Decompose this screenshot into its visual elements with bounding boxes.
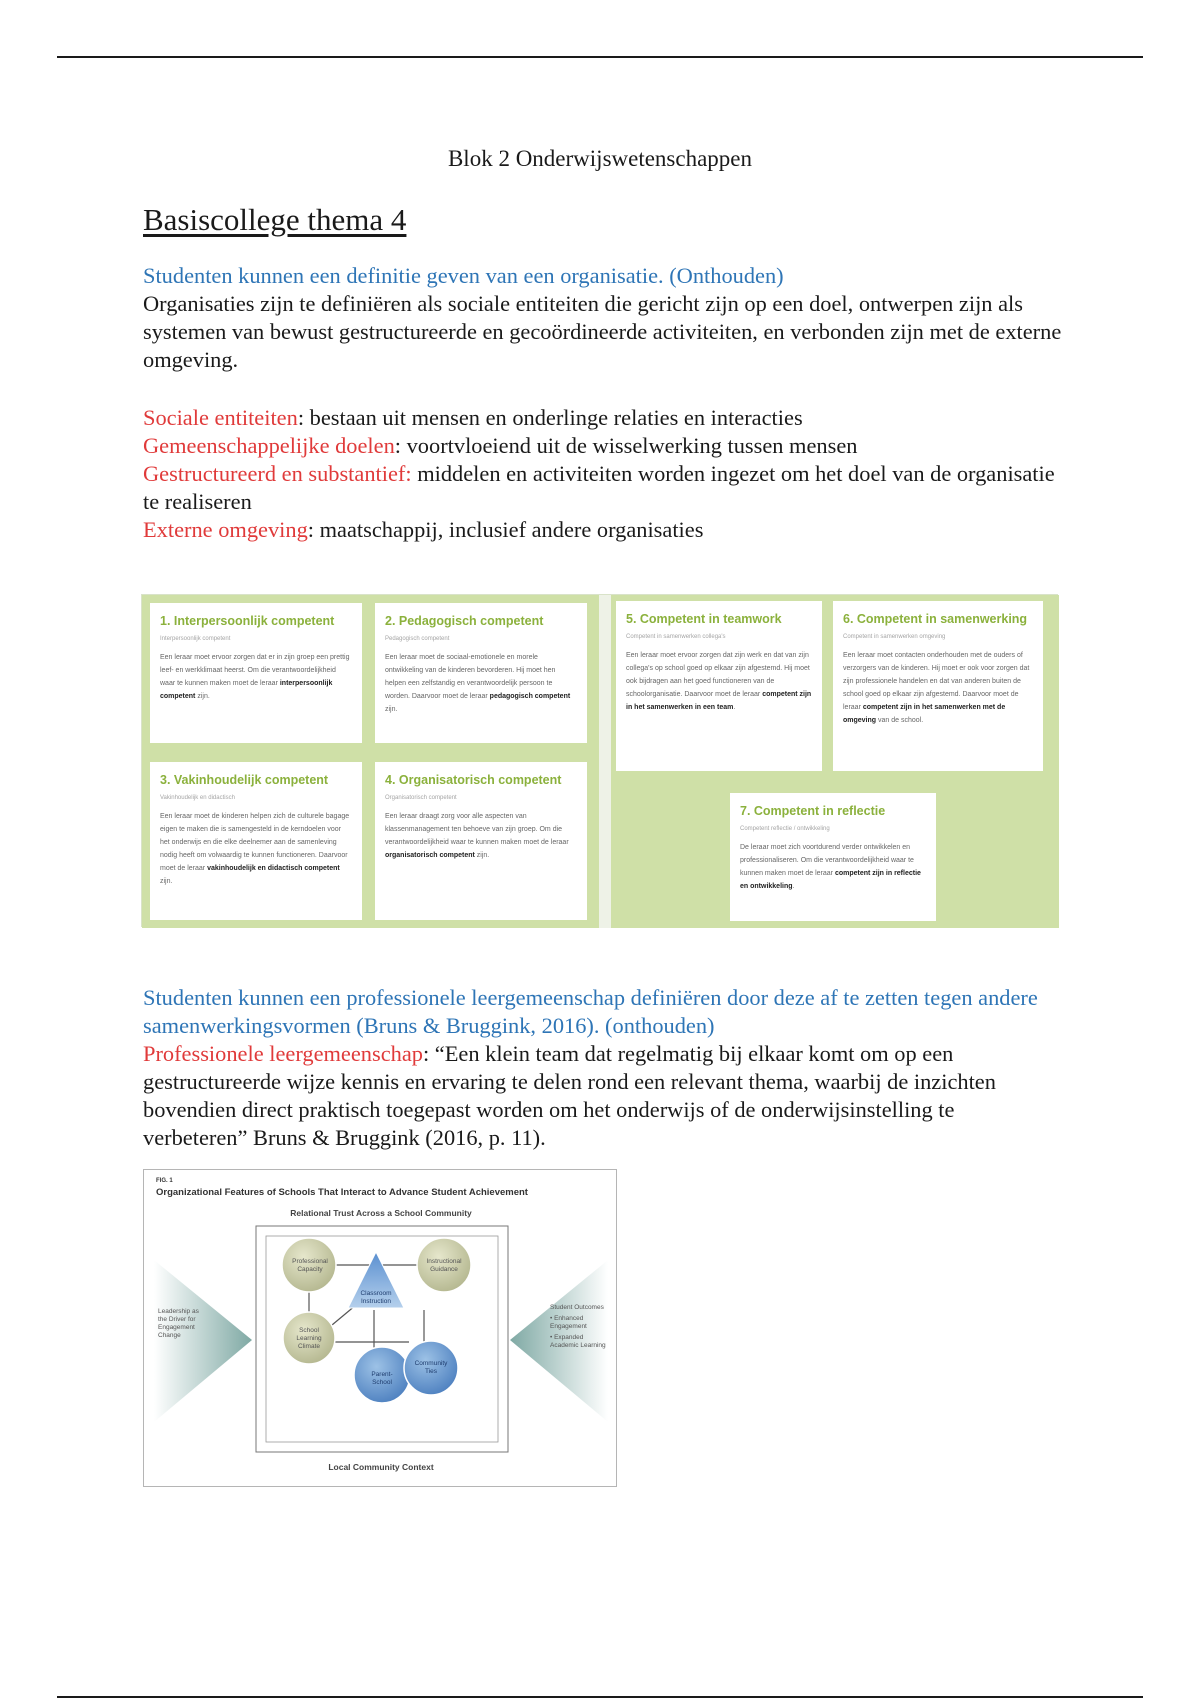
- competency-subtitle: Competent reflectie / ontwikkeling: [740, 826, 830, 832]
- competency-body: [626, 649, 812, 714]
- definition-text: : maatschappij, inclusief andere organisaties: [307, 517, 704, 542]
- competency-card-1: [150, 603, 362, 743]
- competency-card-7: [730, 793, 936, 921]
- definition-item: [143, 516, 1063, 544]
- definition-term: Professionele leergemeenschap: [143, 1041, 423, 1066]
- competency-card-6: [833, 601, 1043, 771]
- parent-school-label: Parent-School: [371, 1371, 393, 1386]
- competency-subtitle: Competent in samenwerken omgeving: [843, 634, 946, 640]
- definition-text: : “Een klein team dat regelmatig bij elkaar komt om op een gestructureerde wijze kennis en ervaring te delen rond een relevant thema, waarbij de inzichten bovendien direct praktisch toegepast worden om het onderwijs of de onderwijsinstelling te verbeteren” Bruns & Bruggink (2016, p. 11).: [143, 1041, 996, 1150]
- section-organisation-definition: [143, 262, 1063, 374]
- professional-capacity-label: Professional Capacity: [292, 1258, 328, 1273]
- competencies-figure: [141, 594, 1058, 927]
- competency-body: [385, 651, 577, 716]
- student-outcomes-label: Student Outcomes: [550, 1304, 604, 1311]
- competency-body-text: Een leraar moet de sociaal-emotionele en morele ontwikkeling van de kinderen bevorderen. Hij moet hen helpen een zelfstandig en verantwoordelijk persoon te worden. Daarvoor moet de leraar: [385, 654, 556, 700]
- competency-body: [843, 649, 1033, 727]
- competency-body-bold: competent zijn in reflectie en ontwikkeling: [740, 870, 921, 890]
- relational-trust-label: Relational Trust Across a School Community: [290, 1208, 472, 1218]
- competency-body: [385, 810, 577, 862]
- definition-term: Sociale entiteiten: [143, 405, 298, 430]
- definition-term: Externe omgeving: [143, 517, 308, 542]
- outcome-academic-learning: • Expanded Academic Learning: [550, 1334, 606, 1349]
- competency-title: 1. Interpersoonlijk competent: [160, 614, 335, 628]
- school-learning-climate-label: School Learning Climate: [296, 1327, 322, 1350]
- competency-body-text: Een leraar moet de kinderen helpen zich de culturele bagage eigen te maken die is samengesteld in de kerndoelen voor het onderwijs en die elke deelnemer aan de samenleving nodig heeft om volwaardig te kunnen functioneren. Daarvoor moet de leraar: [160, 813, 350, 872]
- competency-body-text: De leraar moet zich voortdurend verder ontwikkelen en professionaliseren. Om die verantwoordelijkheid waar te kunnen maken moet de leraar: [740, 844, 914, 877]
- competency-body-tail: zijn.: [385, 706, 398, 713]
- competency-title: 3. Vakinhoudelijk competent: [160, 773, 329, 787]
- definition-text: middelen en activiteiten worden ingezet om het doel van de organisatie te realiseren: [143, 461, 1055, 514]
- figure-title: Organizational Features of Schools That Interact to Advance Student Achievement: [156, 1187, 528, 1198]
- main-heading: Basiscollege thema 4: [143, 202, 407, 237]
- organisation-definition-paragraph: Organisaties zijn te definiëren als sociale entiteiten die gericht zijn op een doel, ontwerpen zijn als systemen van bewust gestructureerde en gecoördineerde activiteiten, en verbonden zijn met de externe omgeving.: [143, 291, 1062, 372]
- competency-title: 2. Pedagogisch competent: [385, 614, 544, 628]
- competency-body-tail: zijn.: [474, 852, 490, 859]
- competency-body-bold: interpersoonlijk competent: [160, 680, 333, 700]
- definition-item: [143, 404, 1063, 432]
- classroom-instruction-label: Classroom Instruction: [360, 1290, 392, 1305]
- top-rule: [57, 56, 1143, 58]
- section-professional-learning-community: [143, 984, 1063, 1152]
- competency-subtitle: Organisatorisch competent: [385, 795, 457, 801]
- figure-number: FIG. 1: [156, 1178, 173, 1184]
- competency-card-4: [375, 762, 587, 920]
- learning-objective-1: Studenten kunnen een definitie geven van een organisatie. (Onthouden): [143, 263, 784, 288]
- plc-definition: [143, 1040, 1063, 1152]
- definition-list: [143, 404, 1063, 544]
- competency-body: [160, 810, 352, 888]
- bottom-rule: [57, 1696, 1143, 1698]
- leadership-label: Leadership as the Driver for Engagement Change: [158, 1308, 199, 1339]
- competency-title: 5. Competent in teamwork: [626, 612, 782, 626]
- competency-body: [160, 651, 352, 703]
- competency-body-tail: zijn.: [195, 693, 210, 700]
- competency-body-bold: vakinhoudelijk en didactisch competent: [207, 865, 340, 872]
- definition-term: Gemeenschappelijke doelen: [143, 433, 395, 458]
- competency-body-text: Een leraar moet contacten onderhouden met de ouders of verzorgers van de kinderen. Hij moet er ook voor zorgen dat zijn professionele handelen en dat van anderen buiten de school goed op elkaar zijn afgestemd. Daarvoor moet de leraar: [843, 652, 1030, 711]
- competency-subtitle: Competent in samenwerken collega's: [626, 634, 726, 640]
- competency-subtitle: Pedagogisch competent: [385, 636, 450, 642]
- student-outcomes-block: [550, 1304, 606, 1350]
- competency-subtitle: Vakinhoudelijk en didactisch: [160, 795, 235, 801]
- competency-body-bold: competent zijn in het samenwerken met de omgeving: [843, 704, 1006, 724]
- competency-body-text: Een leraar moet ervoor zorgen dat er in zijn groep een prettig leef- en werkklimaat heerst. Om die verantwoordelijkheid waar te kunnen maken moet de leraar: [160, 654, 350, 687]
- definition-term: Gestructureerd en substantief:: [143, 461, 412, 486]
- competency-body-text: Een leraar draagt zorg voor alle aspecten van klassenmanagement ten behoeve van zijn groep. Om die verantwoordelijkheid waar te kunnen maken moet de leraar: [385, 813, 569, 846]
- document-header-title: Blok 2 Onderwijswetenschappen: [447, 146, 753, 171]
- organizational-features-figure: [143, 1169, 617, 1487]
- instructional-guidance-label: Instructional Guidance: [426, 1258, 462, 1273]
- competency-subtitle: Interpersoonlijk competent: [160, 636, 231, 642]
- competency-body: [740, 841, 926, 893]
- competency-title: 6. Competent in samenwerking: [843, 612, 1028, 626]
- definition-text: : bestaan uit mensen en onderlinge relaties en interacties: [297, 405, 803, 430]
- competency-body-tail: van de school.: [876, 717, 924, 724]
- competency-card-3: [150, 762, 362, 920]
- definition-text: : voortvloeiend uit de wisselwerking tussen mensen: [394, 433, 858, 458]
- competency-body-bold: competent zijn in het samenwerken in een team: [626, 691, 812, 711]
- outcome-engagement: • Enhanced Engagement: [550, 1315, 587, 1330]
- local-community-label: Local Community Context: [328, 1462, 434, 1472]
- definition-item: [143, 460, 1063, 516]
- competency-title: 7. Competent in reflectie: [740, 804, 886, 818]
- competency-body-tail: .: [792, 883, 795, 890]
- competency-body-tail: zijn.: [160, 878, 173, 885]
- leadership-arrow: [154, 1260, 252, 1422]
- panel-divider: [599, 595, 611, 928]
- definition-item: [143, 432, 1063, 460]
- competency-title: 4. Organisatorisch competent: [385, 773, 562, 787]
- competency-body-tail: .: [733, 704, 736, 711]
- competency-body-bold: organisatorisch competent: [385, 852, 475, 859]
- competency-card-2: [375, 603, 587, 743]
- community-ties-label: Community Ties: [414, 1360, 448, 1375]
- competency-body-text: Een leraar moet ervoor zorgen dat zijn werk en dat van zijn collega's op school goed op elkaar zijn afgestemd. Hij moet ook bijdragen aan het goed functioneren van de schoolorganisatie. Daarvoor moet de leraar: [626, 652, 810, 698]
- learning-objective-2: Studenten kunnen een professionele leergemeenschap definiëren door deze af te zetten tegen andere samenwerkingsvormen (Bruns & Bruggink, 2016). (onthouden): [143, 985, 1038, 1038]
- competency-body-bold: pedagogisch competent: [489, 693, 571, 700]
- competency-card-5: [616, 601, 822, 771]
